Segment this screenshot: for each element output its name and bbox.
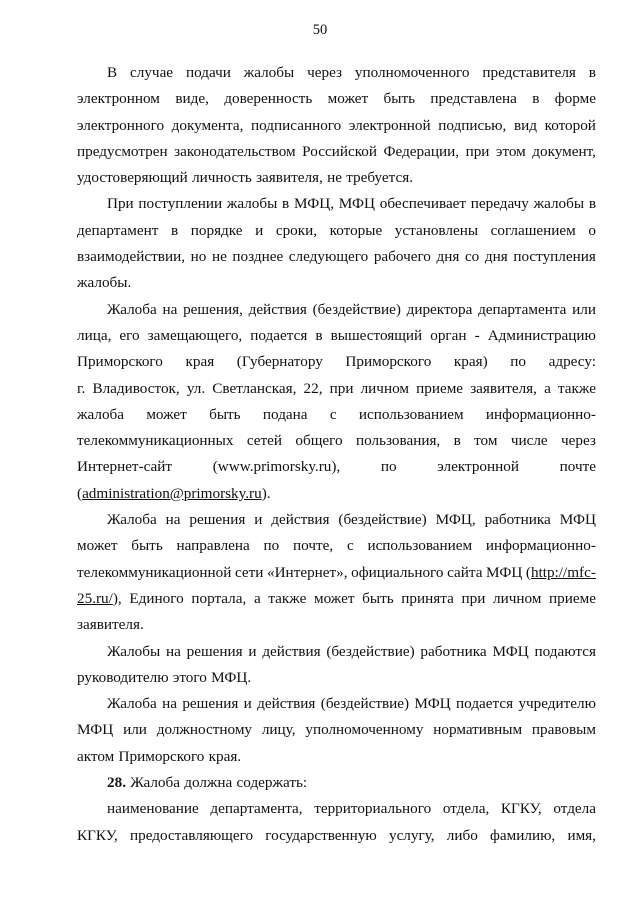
text-word: на: [165, 511, 181, 529]
text-word: (бездействие): [338, 511, 427, 529]
text-word: электронном: [77, 90, 160, 108]
text-word: через: [561, 432, 596, 450]
text-line: [77, 428, 596, 454]
text-word: в: [588, 195, 596, 213]
text-word: МФЦ: [559, 511, 596, 529]
text-line: [77, 744, 596, 770]
text-word: действия: [271, 511, 330, 529]
text-word: документ,: [532, 142, 596, 160]
text-word: электронного: [77, 116, 165, 134]
text-word: уполномоченного: [354, 64, 470, 81]
text-word: правовым: [531, 721, 596, 739]
text-word: при: [329, 379, 354, 397]
text-word: Жалоба: [130, 774, 180, 792]
text-word: быть: [362, 589, 394, 607]
text-line: [77, 639, 596, 665]
text-line: [77, 60, 596, 86]
text-word: электронной: [348, 116, 431, 134]
text-word: Приморского: [118, 747, 205, 765]
hyperlink[interactable]: administration@primorsky.ru: [82, 484, 262, 502]
text-word: -: [474, 326, 480, 344]
text-word: или: [123, 721, 147, 739]
text-word: установлены: [394, 221, 479, 239]
text-word: Жалобы: [107, 642, 161, 660]
text-word: Жалоба: [107, 511, 157, 529]
text-word: жалобы.: [77, 274, 132, 292]
text-word: жалобы: [533, 195, 585, 213]
text-word: которой: [544, 116, 596, 134]
text-word: департамента: [478, 300, 567, 318]
text-word: края: [185, 353, 215, 371]
text-word: МФЦ: [414, 695, 451, 713]
text-word: с: [346, 537, 354, 555]
text-word: быть: [209, 405, 241, 423]
text-word: форме: [554, 90, 596, 108]
text-word: (бездействие): [312, 300, 401, 318]
text-word: которые: [329, 221, 383, 239]
text-word: подписью,: [438, 116, 507, 134]
text-word: приеме: [416, 379, 464, 397]
text-word: или: [572, 300, 596, 318]
text-line: [77, 376, 596, 402]
text-word: также: [268, 589, 307, 607]
text-word: телекоммуникационной: [77, 563, 232, 581]
text-word: электронной: [437, 458, 519, 476]
text-word: о: [588, 221, 596, 239]
text-word: в: [282, 195, 290, 213]
text-word: законодательством: [174, 142, 296, 160]
text-word: обеспечивает: [379, 195, 467, 213]
text-line: [77, 507, 596, 533]
text-word: МФЦ.: [211, 668, 252, 686]
text-word: (Губернатору: [236, 353, 323, 371]
text-word: Интернет-сайт: [77, 458, 173, 476]
text-word: по: [510, 353, 527, 371]
text-word: не: [211, 248, 227, 266]
text-word: Светланская,: [212, 379, 297, 397]
text-word: действия: [248, 300, 307, 318]
text-word: Приморского: [345, 353, 432, 371]
text-word: почте,: [293, 537, 334, 555]
text-word: официального: [351, 563, 444, 581]
text-word: случае: [130, 64, 174, 81]
text-word: МФЦ: [338, 195, 376, 213]
text-word: МФЦ: [492, 642, 529, 660]
text-word: виде,: [175, 90, 209, 108]
text-word: (http://mfc-: [525, 563, 596, 581]
text-word: сети: [234, 563, 264, 581]
text-word: порядке: [190, 221, 243, 239]
text-word: действия: [262, 642, 321, 660]
text-word: должна: [184, 774, 233, 792]
text-word: пользования,: [355, 432, 441, 450]
text-line: [77, 823, 596, 849]
text-word: подается: [250, 326, 308, 344]
text-line: [77, 349, 596, 375]
text-word: работника: [420, 642, 487, 660]
text-line: [77, 481, 596, 507]
text-word: быть: [131, 537, 163, 555]
text-word: через: [307, 64, 342, 81]
text-line: [77, 244, 596, 270]
text-word: жалоба: [77, 405, 125, 423]
text-word: в: [532, 90, 540, 108]
text-word: информационно-: [485, 405, 596, 423]
text-word: на: [162, 300, 178, 318]
text-line: [77, 218, 596, 244]
text-word: личность: [192, 169, 252, 187]
text-word: быть: [383, 90, 416, 108]
text-word: При: [107, 195, 134, 213]
text-line: [77, 323, 596, 349]
text-word: сроки,: [275, 221, 318, 239]
text-word: дня: [436, 248, 460, 266]
text-word: том: [474, 432, 498, 450]
text-word: ул.: [186, 379, 206, 397]
text-word: с: [329, 405, 337, 423]
text-word: фамилию,: [490, 826, 556, 844]
text-word: наименование: [107, 800, 199, 818]
text-word: и: [255, 221, 264, 239]
text-word: этого: [172, 668, 207, 686]
text-line: [77, 139, 596, 165]
text-word: нормативным: [433, 721, 523, 739]
text-word: а: [253, 589, 261, 607]
text-word: приеме: [549, 589, 596, 607]
text-word: подписанного: [251, 116, 342, 134]
text-word: Жалоба: [107, 300, 157, 318]
text-word: на: [165, 642, 181, 660]
text-word: территориального: [314, 800, 432, 818]
section-number: 28.: [107, 774, 126, 792]
text-word: соглашением: [490, 221, 576, 239]
text-word: (бездействие): [326, 642, 415, 660]
text-word: учредителю: [518, 695, 596, 713]
text-word: взаимодействии,: [77, 248, 186, 266]
text-word: В: [107, 64, 118, 81]
text-word: замещающего,: [147, 326, 243, 344]
text-word: дня: [484, 248, 508, 266]
text-word: Жалоба: [107, 695, 157, 713]
text-word: уполномоченному: [305, 721, 424, 739]
text-line: [77, 586, 596, 612]
text-word: заявителя,: [470, 379, 537, 397]
text-word: может: [313, 589, 355, 607]
text-word: в: [588, 64, 596, 81]
text-word: заявителя,: [256, 169, 323, 187]
text-word: числе: [510, 432, 548, 450]
text-word: края): [453, 353, 488, 371]
text-line: [77, 113, 596, 139]
text-line: [77, 796, 596, 822]
hyperlink[interactable]: 25.ru/: [77, 589, 113, 607]
text-word: жалобы: [226, 195, 278, 213]
text-word: удостоверяющий: [77, 169, 188, 187]
text-word: и: [248, 642, 257, 660]
text-word: и: [243, 695, 252, 713]
text-word: может: [146, 405, 187, 423]
text-word: личном: [493, 589, 542, 607]
text-word: сетей: [246, 432, 283, 450]
text-word: 22,: [303, 379, 323, 397]
text-word: [107, 770, 126, 796]
text-word: решения: [182, 695, 239, 713]
text-word: подаются: [534, 642, 596, 660]
text-word: имя,: [567, 826, 596, 844]
text-word: может: [77, 537, 118, 555]
text-word: МФЦ: [486, 563, 523, 581]
text-word: со: [464, 248, 480, 266]
text-word: использованием: [358, 405, 464, 423]
text-word: почте: [559, 458, 596, 476]
text-word: решения,: [183, 300, 243, 318]
text-word: использованием: [367, 537, 473, 555]
text-word: позднее: [232, 248, 284, 266]
text-line: [77, 270, 596, 296]
text-line: [77, 612, 596, 638]
text-word: Единого: [129, 589, 184, 607]
text-word: в: [171, 221, 179, 239]
text-word: актом: [77, 747, 115, 765]
text-word: действия: [257, 695, 316, 713]
page-number: 50: [312, 22, 328, 38]
text-line: [77, 454, 596, 480]
text-word: сайта: [447, 563, 483, 581]
text-word: МФЦ: [77, 721, 114, 739]
text-line: [77, 297, 596, 323]
text-word: документа,: [171, 116, 244, 134]
text-word: департамента,: [210, 800, 303, 818]
text-word: лицу,: [261, 721, 296, 739]
text-word: направлена: [176, 537, 250, 555]
text-word: жалобы: [243, 64, 295, 81]
text-word: либо: [446, 826, 478, 844]
text-word: по: [263, 537, 280, 555]
text-word: руководителю: [77, 668, 169, 686]
text-word: услугу,: [388, 826, 435, 844]
text-word: предоставляющего: [130, 826, 254, 844]
text-word: (www.primorsky.ru),: [212, 458, 341, 476]
text-word: заявителя.: [77, 616, 144, 634]
text-word: лица,: [77, 326, 112, 344]
text-word: департамент: [77, 221, 159, 239]
text-word: Администрацию: [487, 326, 596, 344]
text-word: адресу:: [548, 353, 596, 371]
text-word: на: [162, 695, 177, 713]
text-word: (administration@primorsky.ru).: [77, 484, 271, 502]
text-word: решения: [189, 511, 246, 529]
text-word: следующего: [288, 248, 369, 266]
document-body: [77, 60, 596, 849]
text-word: 25.ru/),: [77, 589, 122, 607]
text-word: решения: [186, 642, 243, 660]
text-word: КГКУ,: [77, 826, 118, 844]
text-word: доверенность: [224, 90, 313, 108]
text-word: «Интернет»,: [267, 563, 348, 581]
text-line: [77, 691, 596, 717]
text-word: но: [190, 248, 207, 266]
text-word: орган: [430, 326, 467, 344]
text-word: края.: [208, 747, 242, 765]
hyperlink[interactable]: http://mfc-: [530, 563, 596, 581]
text-word: Приморского: [77, 353, 163, 371]
text-word: телекоммуникационных: [77, 432, 234, 450]
text-word: передачу: [470, 195, 529, 213]
text-word: КГКУ,: [500, 800, 542, 818]
text-line: [77, 533, 596, 559]
text-word: при: [465, 142, 490, 160]
text-word: требуется.: [346, 169, 413, 187]
text-word: МФЦ,: [293, 195, 335, 213]
text-word: по: [380, 458, 397, 476]
text-word: портала,: [191, 589, 247, 607]
text-word: Владивосток,: [92, 379, 180, 397]
text-word: общего: [295, 432, 343, 450]
text-word: и: [254, 511, 263, 529]
text-line: [77, 665, 596, 691]
text-word: при: [461, 589, 486, 607]
text-word: должностному: [156, 721, 253, 739]
text-line: [77, 86, 596, 112]
text-word: в: [453, 432, 461, 450]
text-word: подана: [262, 405, 308, 423]
text-word: поступления: [513, 248, 596, 266]
text-word: вышестоящий: [330, 326, 423, 344]
text-word: представителя: [482, 64, 576, 81]
text-word: г.: [77, 379, 86, 397]
text-word: информационно-: [485, 537, 596, 555]
text-word: содержать:: [236, 774, 308, 792]
text-line: [77, 191, 596, 217]
text-word: поступлении: [138, 195, 223, 213]
text-word: в: [315, 326, 323, 344]
text-word: государственную: [265, 826, 377, 844]
text-word: рабочего: [373, 248, 431, 266]
text-word: предусмотрен: [77, 142, 168, 160]
text-word: работника: [484, 511, 551, 529]
text-line: [77, 770, 596, 796]
text-line: [77, 717, 596, 743]
text-word: подается: [456, 695, 514, 713]
text-word: Федерации,: [383, 142, 460, 160]
text-word: подачи: [185, 64, 231, 81]
text-word: а: [544, 379, 551, 397]
text-word: может: [327, 90, 369, 108]
text-word: МФЦ,: [435, 511, 476, 529]
text-word: отдела,: [442, 800, 490, 818]
text-word: отдела: [553, 800, 596, 818]
text-word: также: [557, 379, 596, 397]
text-word: (бездействие): [320, 695, 410, 713]
text-line: [77, 165, 596, 191]
text-word: не: [327, 169, 342, 187]
text-word: принята: [401, 589, 454, 607]
text-word: директора: [406, 300, 473, 318]
text-line: [77, 560, 596, 586]
text-word: его: [119, 326, 140, 344]
text-word: личном: [360, 379, 409, 397]
text-word: Российской: [302, 142, 378, 160]
text-word: вид: [513, 116, 537, 134]
text-line: [77, 402, 596, 428]
text-word: представлена: [430, 90, 517, 108]
text-word: этом: [495, 142, 526, 160]
